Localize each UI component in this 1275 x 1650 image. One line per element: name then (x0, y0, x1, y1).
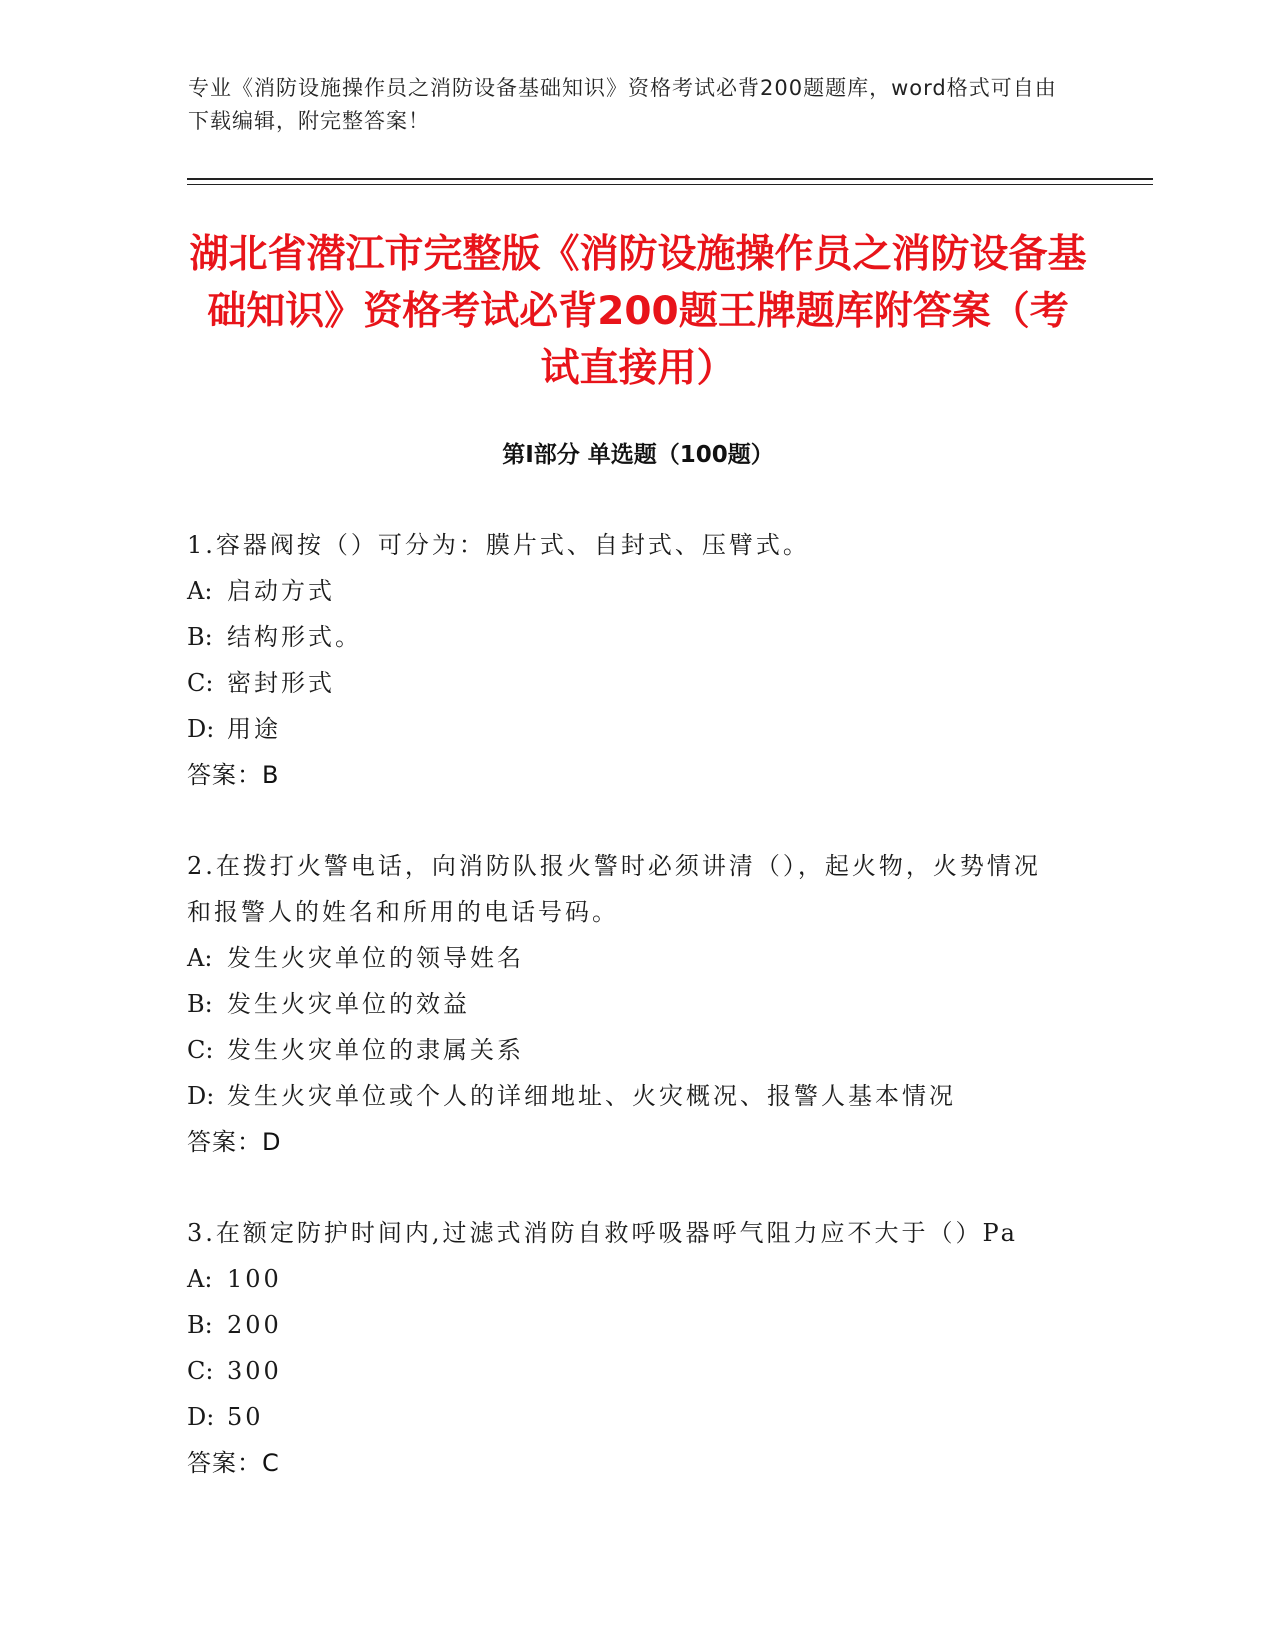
option-text: 启动方式 (227, 577, 335, 605)
option-letter: B: (187, 990, 213, 1018)
question-3 (187, 1210, 1087, 1486)
option-b (187, 1302, 1087, 1348)
option-text: 发生火灾单位的领导姓名 (227, 944, 524, 972)
option-a (187, 568, 1087, 614)
option-letter: D: (187, 1403, 215, 1431)
question-stem: 1.容器阀按（）可分为：膜片式、自封式、压臂式。 (187, 531, 810, 559)
option-text: 300 (227, 1357, 282, 1385)
option-letter: C: (187, 669, 214, 697)
option-letter: D: (187, 1082, 215, 1110)
answer-line: 答案：C (187, 1449, 280, 1477)
option-c (187, 1348, 1087, 1394)
option-text: 100 (227, 1265, 282, 1293)
option-letter: A: (187, 944, 213, 972)
option-letter: D: (187, 715, 215, 743)
option-text: 发生火灾单位的效益 (227, 990, 470, 1018)
option-text: 密封形式 (227, 669, 335, 697)
option-text: 用途 (227, 715, 281, 743)
answer-line: 答案：B (187, 761, 280, 789)
option-b (187, 981, 1087, 1027)
option-d (187, 1394, 1087, 1440)
option-text: 50 (227, 1403, 264, 1431)
option-letter: B: (187, 1311, 213, 1339)
option-letter: B: (187, 623, 213, 651)
question-2 (187, 843, 1087, 1165)
option-d (187, 706, 1087, 752)
option-a (187, 935, 1087, 981)
option-c (187, 660, 1087, 706)
header-divider-thin (187, 184, 1153, 185)
option-text: 200 (227, 1311, 282, 1339)
option-c (187, 1027, 1087, 1073)
question-list (187, 522, 1087, 1531)
option-letter: C: (187, 1357, 214, 1385)
option-d (187, 1073, 1087, 1119)
header-note: 专业《消防设施操作员之消防设备基础知识》资格考试必背200题题库，word格式可自由下载编辑，附完整答案！ (188, 76, 1057, 133)
section-heading: 第Ⅰ部分 单选题（100题） (502, 442, 774, 468)
document-title: 湖北省潜江市完整版《消防设施操作员之消防设备基础知识》资格考试必背200题王牌题库附答案（考试直接用） (189, 232, 1087, 391)
option-text: 发生火灾单位或个人的详细地址、火灾概况、报警人基本情况 (227, 1082, 956, 1110)
question-1 (187, 522, 1087, 798)
question-stem: 3.在额定防护时间内,过滤式消防自救呼吸器呼气阻力应不大于（）Pa (187, 1219, 1018, 1247)
answer-line: 答案：D (187, 1128, 282, 1156)
option-letter: A: (187, 1265, 213, 1293)
option-letter: A: (187, 577, 213, 605)
header-divider-thick (187, 178, 1153, 180)
option-a (187, 1256, 1087, 1302)
question-stem: 2.在拨打火警电话，向消防队报火警时必须讲清（），起火物，火势情况和报警人的姓名和所用的电话号码。 (187, 852, 1041, 926)
option-letter: C: (187, 1036, 214, 1064)
option-b (187, 614, 1087, 660)
option-text: 发生火灾单位的隶属关系 (227, 1036, 524, 1064)
option-text: 结构形式。 (227, 623, 362, 651)
